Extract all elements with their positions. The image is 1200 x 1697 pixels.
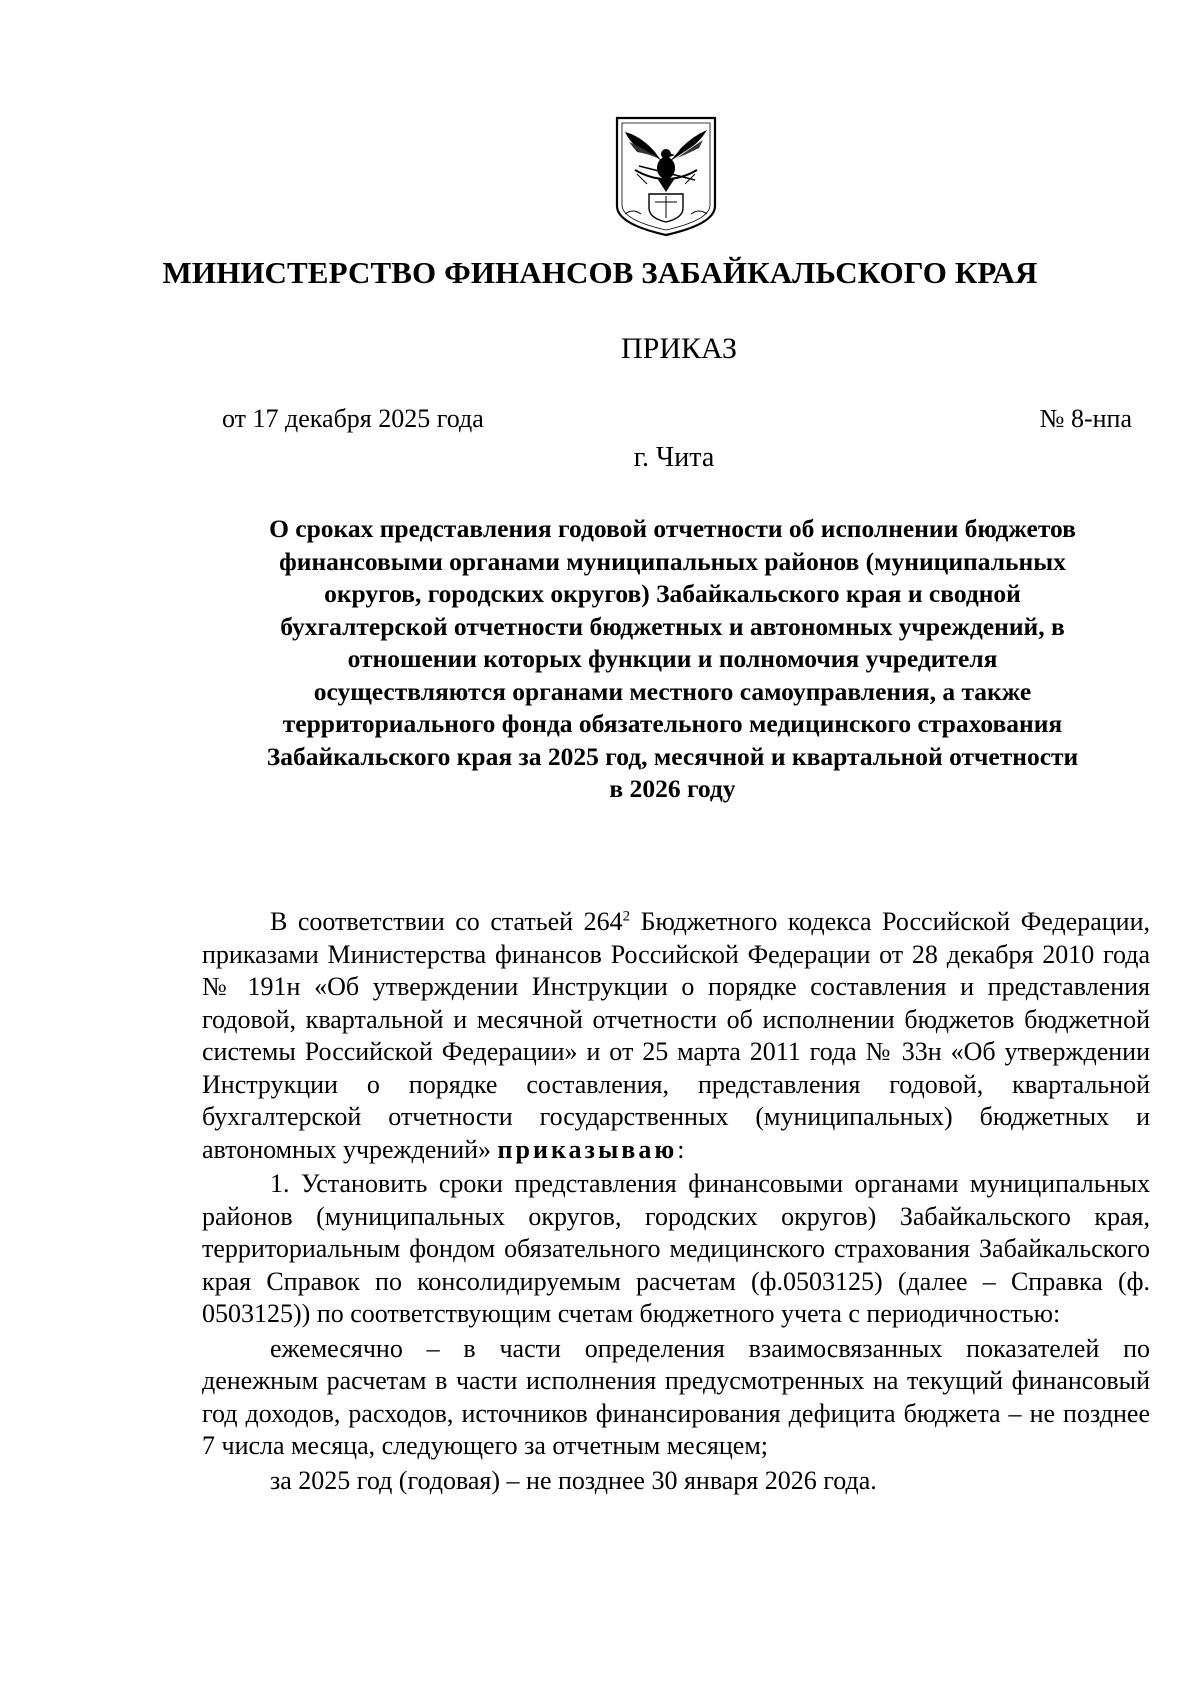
article-superscript: 2 (622, 908, 631, 925)
title-line: территориального фонда обязательного медицинского страхования (282, 709, 1063, 738)
title-line: бухгалтерской отчетности бюджетных и автономных учреждений, в (280, 611, 1065, 641)
clause-1-paragraph: 1. Установить сроки представления финансовыми органами муниципальных районов (муниципальных округов, городских округов) Забайкальского края, территориальным фондом обязательного медицинского страхования Забайкальского края Справок по консолидируемым расчетам (ф.0503125) (далее – Справка (ф. 0503125)) по соответствующим счетам бюджетного учета с периодичностью: (202, 1169, 1150, 1328)
title-line: финансовыми органами муниципальных районов (муниципальных (279, 546, 1066, 576)
ministry-name: МИНИСТЕРСТВО ФИНАНСОВ ЗАБАЙКАЛЬСКОГО КРАЯ (162, 255, 1038, 290)
title-line: осуществляются органами местного самоуправления, а также (313, 676, 1032, 706)
title-line: отношении которых функции и полномочия учредителя (347, 644, 998, 673)
title-line: Забайкальского края за 2025 год, месячной и квартальной отчетности (266, 741, 1079, 771)
order-keyword: приказываю (497, 1134, 678, 1164)
document-number: № 8-нпа (1039, 404, 1132, 433)
document-date: от 17 декабря 2025 года (222, 404, 484, 433)
title-line: О сроках представления годовой отчетности об исполнении бюджетов (269, 514, 1076, 543)
document-title (205, 513, 1140, 806)
coat-of-arms-icon (611, 114, 721, 238)
title-line: округов, городских округов) Забайкальского края и сводной (324, 579, 1021, 608)
monthly-paragraph: ежемесячно – в части определения взаимосвязанных показателей по денежным расчетам в части исполнения предусмотренных на текущий финансовый год доходов, расходов, источников финансирования дефицита бюджета – не позднее 7 числа месяца, следующего за отчетным месяцем; (202, 1333, 1150, 1460)
document-body (202, 906, 1150, 1497)
preamble-text-end: Бюджетного кодекса Российской Федерации, приказами Министерства финансов Российской Федерации от 28 декабря 2010 года № 191н «Об утверждении Инструкции о порядке составления и представления годовой, квартальной и месячной отчетности об исполнении бюджетов бюджетной системы Российской Федерации» и от 25 марта 2011 года № 33н «Об утверждении Инструкции о порядке составления, представления годовой, квартальной бухгалтерской отчетности государственных (муниципальных) бюджетных и автономных учреждений» (202, 907, 1150, 1164)
title-line: в 2026 году (609, 774, 736, 803)
annual-paragraph: за 2025 год (годовая) – не позднее 30 января 2026 года. (270, 1465, 877, 1495)
document-city: г. Чита (633, 442, 715, 473)
preamble-text-start: В соответствии со статьей 264 (270, 907, 623, 936)
preamble-paragraph (202, 906, 1150, 1166)
document-type: ПРИКАЗ (621, 332, 737, 365)
order-colon: : (677, 1134, 685, 1164)
